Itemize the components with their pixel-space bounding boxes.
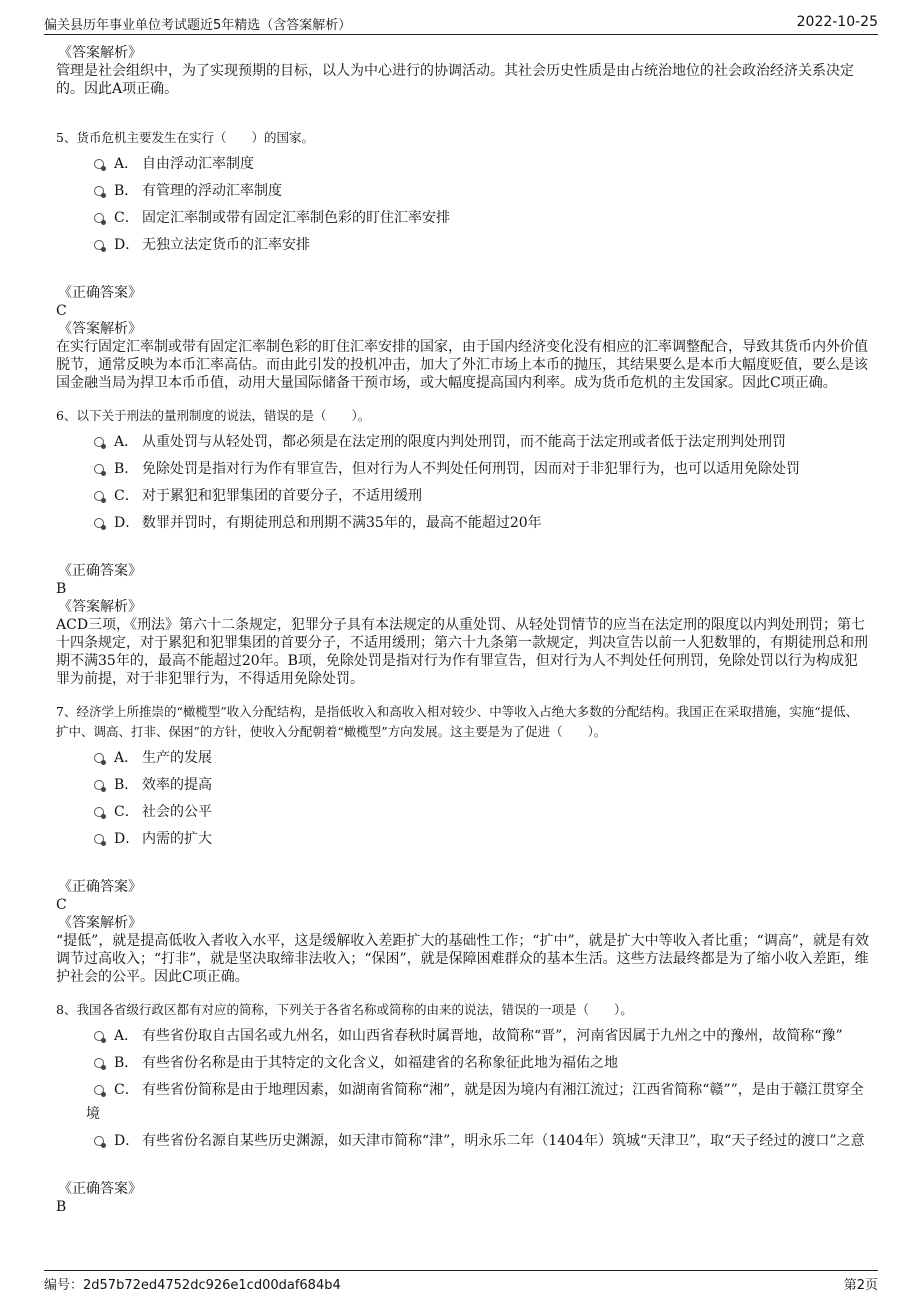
analysis-text: “提低”，就是提高低收入者收入水平，这是缓解收入差距扩大的基础性工作；“扩中”，就是扩大中等收入者比重；“调高”，就是有效调节过高收入；“打非”，就是坚决取缔非法收入；“保困”，就是保障困难群众的基本生活。这些方法最终都是为了缩小收入差距，维护社会的公平。因此C项正确。 (56, 933, 869, 985)
document-code: 编号：2d57b72ed4752dc926e1cd00daf684b4 (44, 1278, 341, 1293)
option-b[interactable]: B． 免除处罚是指对行为作有罪宣告，但对行为人不判处任何刑罚，因而对于非犯罪行为，也可以适用免除处罚 (56, 457, 870, 481)
page-content (56, 44, 870, 1216)
option-c[interactable]: C． 有些省份简称是由于地理因素，如湖南省简称“湘”，就是因为境内有湘江流过；江西省简称“赣””，是由于赣江贯穿全境 (86, 1082, 864, 1122)
page-number: 第2页 (843, 1278, 878, 1293)
option-d[interactable]: D． 内需的扩大 (56, 827, 870, 851)
option-b[interactable]: B． 效率的提高 (56, 773, 870, 797)
radio-icon[interactable] (94, 780, 104, 790)
answer-value: C (56, 897, 67, 913)
radio-icon[interactable] (94, 1136, 104, 1146)
radio-icon[interactable] (94, 518, 104, 528)
answer-value: C (56, 303, 67, 319)
page-footer (44, 1270, 878, 1295)
answer-value: B (56, 581, 67, 597)
option-c[interactable]: C． 对于累犯和犯罪集团的首要分子，不适用缓刑 (56, 484, 870, 508)
question-block (56, 1000, 870, 1216)
answer-value: B (56, 1199, 67, 1215)
radio-icon[interactable] (94, 213, 104, 223)
radio-icon[interactable] (94, 491, 104, 501)
option-b[interactable]: B． 有管理的浮动汇率制度 (56, 179, 870, 203)
option-d[interactable]: D． 有些省份名源自某些历史渊源，如天津市简称“津”，明永乐二年（1404年）筑城“天津卫”，取“天子经过的渡口”之意 (56, 1129, 870, 1153)
option-list (56, 152, 870, 257)
document-title: 偏关县历年事业单位考试题近5年精选（含答案解析） (44, 18, 352, 33)
analysis-text: 在实行固定汇率制或带有固定汇率制色彩的盯住汇率安排的国家，由于国内经济变化没有相应的汇率调整配合，导致其货币内外价值脱节，通常反映为本币汇率高估。而由此引发的投机冲击，加大了外汇市场上本币的抛压，其结果要么是本币大幅度贬值，要么是该国金融当局为捍卫本币币值，动用大量国际储备干预市场，或大幅度提高国内利率。成为货币危机的主发国家。因此C项正确。 (56, 339, 868, 391)
question-stem: 7、经济学上所推崇的“橄榄型”收入分配结构，是指低收入和高收入相对较少、中等收入占绝大多数的分配结构。我国正在采取措施，实施“提低、扩中、调高、打非、保困”的方针，使收入分配朝着“橄榄型”方向发展。这主要是为了促进（ ）。 (56, 704, 859, 739)
radio-icon[interactable] (94, 464, 104, 474)
radio-icon[interactable] (94, 159, 104, 169)
question-block (56, 128, 870, 392)
answer-label: 《正确答案》 (58, 879, 142, 895)
radio-icon[interactable] (94, 186, 104, 196)
radio-icon[interactable] (94, 1058, 104, 1068)
radio-icon[interactable] (94, 807, 104, 817)
radio-icon[interactable] (94, 240, 104, 250)
analysis-label: 《答案解析》 (58, 45, 142, 61)
analysis-text: 管理是社会组织中，为了实现预期的目标，以人为中心进行的协调活动。其社会历史性质是由占统治地位的社会政治经济关系决定的。因此A项正确。 (56, 63, 854, 97)
answer-label: 《正确答案》 (58, 285, 142, 301)
option-list (56, 430, 870, 535)
question-block (56, 702, 870, 986)
option-list (56, 1024, 870, 1153)
option-d[interactable]: D． 数罪并罚时，有期徒刑总和刑期不满35年的，最高不能超过20年 (56, 511, 870, 535)
option-a[interactable]: A． 自由浮动汇率制度 (56, 152, 870, 176)
analysis-label: 《答案解析》 (58, 599, 142, 615)
radio-icon[interactable] (94, 834, 104, 844)
question-stem: 8、我国各省级行政区都有对应的简称，下列关于各省名称或简称的由来的说法，错误的一项是（ ）。 (56, 1002, 633, 1017)
radio-icon[interactable] (94, 753, 104, 763)
option-a[interactable]: A． 从重处罚与从轻处罚，都必须是在法定刑的限度内判处刑罚，而不能高于法定刑或者低于法定刑判处刑罚 (56, 430, 870, 454)
option-a[interactable]: A． 有些省份取自古国名或九州名，如山西省春秋时属晋地，故简称“晋”，河南省因属于九州之中的豫州，故简称“豫” (56, 1024, 870, 1048)
analysis-label: 《答案解析》 (58, 915, 142, 931)
option-list (56, 746, 870, 851)
document-date: 2022-10-25 (796, 14, 878, 30)
answer-label: 《正确答案》 (58, 1181, 142, 1197)
option-a[interactable]: A． 生产的发展 (56, 746, 870, 770)
answer-label: 《正确答案》 (58, 563, 142, 579)
option-d[interactable]: D． 无独立法定货币的汇率安排 (56, 233, 870, 257)
question-stem: 6、以下关于刑法的量刑制度的说法，错误的是（ ）。 (56, 408, 371, 423)
page-header (44, 12, 878, 35)
question-block (56, 406, 870, 688)
option-c[interactable]: C． 固定汇率制或带有固定汇率制色彩的盯住汇率安排 (56, 206, 870, 230)
radio-icon[interactable] (94, 1031, 104, 1041)
radio-icon[interactable] (94, 437, 104, 447)
option-c[interactable]: C． 社会的公平 (56, 800, 870, 824)
radio-icon[interactable] (94, 1085, 104, 1095)
analysis-text: ACD三项，《刑法》第六十二条规定，犯罪分子具有本法规定的从重处罚、从轻处罚情节的应当在法定刑的限度以内判处刑罚；第七十四条规定，对于累犯和犯罪集团的首要分子，不适用缓刑；第六十九条第一款规定，判决宣告以前一人犯数罪的，有期徒刑总和刑期不满35年的，最高不能超过20年。B项，免除处罚是指对行为作有罪宣告，但对行为人不判处任何刑罚，免除处罚以行为构成犯罪为前提，对于非犯罪行为，不得适用免除处罚。 (56, 617, 868, 687)
option-b[interactable]: B． 有些省份名称是由于其特定的文化含义，如福建省的名称象征此地为福佑之地 (56, 1051, 870, 1075)
question-stem: 5、货币危机主要发生在实行（ ）的国家。 (56, 130, 314, 145)
analysis-label: 《答案解析》 (58, 321, 142, 337)
